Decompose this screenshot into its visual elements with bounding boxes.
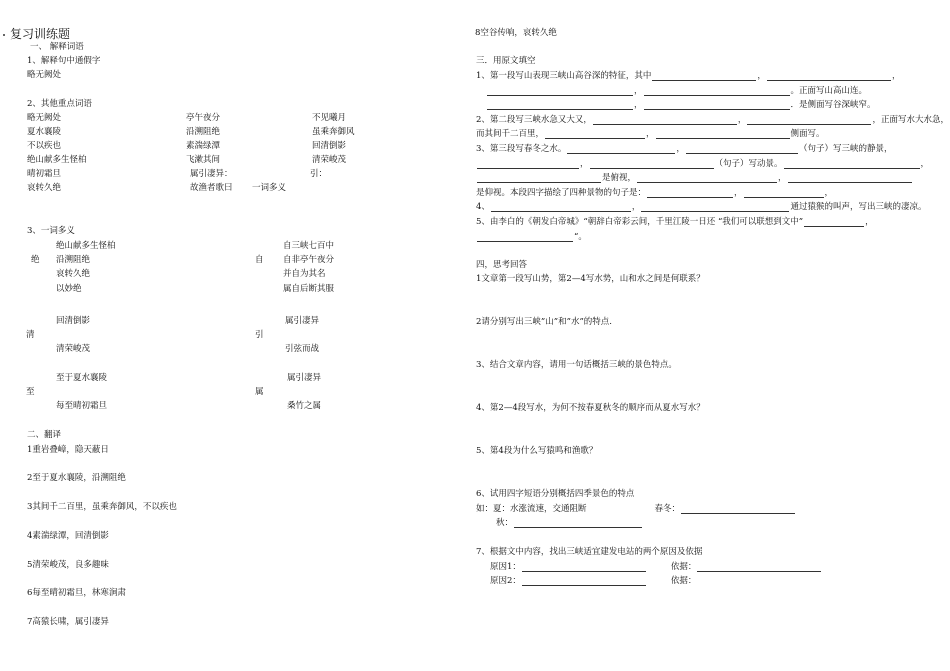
fill-q2-text-b: ，正面写水大水急， [872,115,949,125]
answer-blank[interactable] [522,584,646,586]
polysemy-item: 桑竹之属 [287,401,322,411]
answer-blank[interactable] [545,137,645,139]
answer-blank[interactable] [747,123,871,125]
word-cell: 不以疾也 [27,141,62,151]
q7-basis2-label: 依据： [670,576,697,586]
fill-q1-text-a: 1、第一段写山表现三峡山高谷深的特征，其中 [476,71,652,81]
fill-q1-text-b: 。正面写山高山连。 [790,86,868,96]
think-question: 1文章第一段写山势，第2—4写水势，山和水之间是何联系？ [476,274,705,284]
polysemy-item: 哀转久绝 [56,269,91,279]
answer-blank[interactable] [491,210,631,212]
word-cell: 故渔者歌曰 [190,183,233,193]
answer-blank[interactable] [477,240,573,242]
fill-q3-line4: 是仰视。本段四字描绘了四种景物的句子是： ， ， [476,188,834,198]
think-question: 6、试用四字短语分别概括四季景色的特点 [476,489,635,499]
fill-q5: 5、由李白的《朝发白帝城》“朝辞白帝彩云间，千里江陵一日还 “我们可以联想到文中” ， [476,217,874,227]
answer-blank[interactable] [804,225,864,227]
polysemy-char: 至 [26,387,35,397]
translation-item-8: 8空谷传响，哀转久绝 [475,28,557,38]
answer-blank[interactable] [641,210,789,212]
section1-sub1: 1、解释句中通假字 [27,56,101,66]
fill-q2-line2: 而其间千二百里， ， 侧面写。 [476,129,825,139]
q6-line2 [496,519,643,528]
answer-blank[interactable] [744,196,824,198]
polysemy-item: 清荣峻茂 [56,344,91,354]
answer-blank[interactable] [784,167,920,169]
word-cell: 夏水襄陵 [27,127,62,137]
polysemy-item: 属自后断其服 [283,284,335,294]
fill-q4: 4、 ， 通过猿猴的叫声，写出三峡的凄凉。 [476,202,927,212]
section4-heading: 四，思考回答 [476,260,528,270]
page-title: 复习训练题 [10,27,71,41]
translation-item: 7高猿长啸，属引凄异 [27,617,109,627]
answer-blank[interactable] [767,79,891,81]
polysemy-char: 清 [26,330,35,340]
word-cell: 属引凄异： [190,169,233,179]
answer-blank[interactable] [656,137,790,139]
fill-q3-text-b: （句子）写三峡的静景， [798,144,893,154]
polysemy-item: 属引凄异 [285,316,320,326]
polysemy-char: 引 [255,330,264,340]
translation-item: 2至于夏水襄陵，沿溯阻绝 [27,473,126,483]
translation-item: 6每至晴初霜旦，林寒涧肃 [27,588,126,598]
answer-blank[interactable] [644,94,790,96]
q7-reason1-label: 原因1： [490,562,521,572]
answer-blank[interactable] [697,570,821,572]
translation-item: 4素湍绿潭，回清倒影 [27,531,109,541]
answer-blank[interactable] [637,181,777,183]
think-question: 2请分别写出三峡”山”和”水”的特点. [476,317,612,327]
polysemy-item: 引弦而战 [285,344,320,354]
fill-q5-text-b: “。 [574,232,587,242]
answer-blank[interactable] [487,108,633,110]
fill-q4-num: 4、 [476,202,490,212]
answer-blank[interactable] [681,512,795,514]
word-cell: 虽乘奔御风 [312,127,355,137]
margin-dot [3,34,5,36]
think-question: 3、结合文章内容，请用一句话概括三峡的景色特点。 [476,360,677,370]
polysemy-item: 自非亭午夜分 [283,255,335,265]
q7-reason2-label: 原因2： [490,576,521,586]
answer-blank[interactable] [487,94,633,96]
answer-blank[interactable] [788,181,912,183]
polysemy-item: 以妙绝 [56,284,82,294]
fill-q3: 3、第三段写春冬之水。 ， （句子）写三峡的静景， [476,144,893,154]
word-cell: 亭午夜分 [186,113,221,123]
think-question: 5、第4段为什么写猿鸣和渔歌？ [476,446,598,456]
answer-blank[interactable] [477,181,601,183]
fill-q1-line2: ， 。正面写山高山连。 [486,87,867,96]
fill-q3-text-e: 是仰视。本段四字描绘了四种景物的句子是： [476,188,647,198]
fill-q2-text-c: 而其间千二百里， [476,129,545,139]
q6-autumn-label: 秋： [496,518,514,528]
q7-line1 [490,563,822,572]
answer-blank[interactable] [514,526,642,528]
section1-sub1-item: 略无阙处 [27,70,62,80]
fill-q5-text-a: 5、由李白的《朝发白帝城》“朝辞白帝彩云间，千里江陵一日还 “我们可以联想到文中” [476,217,804,227]
think-question: 4、第2—4段写水，为何不按春夏秋冬的顺序而从夏水写水？ [476,403,705,413]
answer-blank[interactable] [593,123,737,125]
fill-q3-text-a: 3、第三段写春冬之水。 [476,144,567,154]
section3-heading: 三．用原文填空 [476,56,536,66]
fill-q1-line3: ， ．是侧面写谷深峡窄。 [486,101,876,110]
q7-line2 [490,577,696,586]
word-cell: 一词多义 [252,183,287,193]
word-cell: 晴初霜旦 [27,169,62,179]
fill-q5-line2 [476,233,587,242]
word-cell: 回清倒影 [312,141,347,151]
q7-basis1-label: 依据： [670,562,697,572]
translation-item: 3其间千二百里，虽乘奔御风，不以疾也 [27,502,177,512]
word-cell: 飞漱其间 [186,155,221,165]
translation-item: 1重岩叠嶂，隐天蔽日 [27,445,109,455]
polysemy-item: 属引凄异 [287,373,322,383]
fill-q3-text-c: （句子）写动景。 [714,159,783,169]
word-cell: 哀转久绝 [27,183,62,193]
fill-q3-line2: ， （句子）写动景。 ， [476,160,929,169]
answer-blank[interactable] [647,196,733,198]
answer-blank[interactable] [477,167,579,169]
fill-q1-text-c: ．是侧面写谷深峡窄。 [790,100,876,110]
polysemy-char: 绝 [31,255,40,265]
polysemy-item: 并自为其名 [283,269,326,279]
polysemy-item: 自三峡七百中 [283,241,335,251]
fill-q2-text-d: 侧面写。 [790,129,825,139]
fill-q1: 1、第一段写山表现三峡山高谷深的特征，其中 ， ， [476,71,901,81]
fill-q4-text: 通过猿猴的叫声，写出三峡的凄凉。 [790,202,927,212]
word-cell: 引： [310,169,328,179]
section2-heading: 二、翻译 [27,430,62,440]
translation-item: 5清荣峻茂，良多趣味 [27,560,109,570]
answer-blank[interactable] [686,152,798,154]
fill-q3-line3: 是俯视， ， [476,174,913,183]
fill-q2: 2、第二段写三峡水急又大又， ， ，正面写水大水急， [476,115,949,125]
fill-q2-text-a: 2、第二段写三峡水急又大又， [476,115,592,125]
answer-blank[interactable] [652,79,756,81]
section1-sub3: 3、一词多义 [27,226,75,236]
answer-blank[interactable] [590,167,714,169]
q6-spring-label: 春冬： [654,504,681,514]
q7-text: 7、根据文中内容，找出三峡适宜建发电站的两个原因及依据 [476,547,703,557]
polysemy-item: 回清倒影 [56,316,91,326]
polysemy-item: 绝山献多生怪柏 [56,241,116,251]
word-cell: 不见曦月 [312,113,347,123]
section1-heading: 一、 解释词语 [30,42,84,52]
word-cell: 素湍绿潭 [186,141,221,151]
answer-blank[interactable] [644,108,790,110]
word-cell: 略无阙处 [27,113,62,123]
word-cell: 沿溯阻绝 [186,127,221,137]
q6-line1 [476,505,796,514]
q6-summer: 如：夏：水涨流速，交通阻断 [476,504,587,514]
answer-blank[interactable] [567,152,675,154]
polysemy-item: 至于夏水襄陵 [56,373,108,383]
fill-q3-text-d: 是俯视， [602,173,637,183]
word-cell: 绝山献多生怪柏 [27,155,87,165]
polysemy-item: 沿溯阻绝 [56,255,91,265]
word-cell: 清荣峻茂 [312,155,347,165]
section1-sub2: 2、其他重点词语 [27,99,92,109]
polysemy-char: 属 [255,387,264,397]
polysemy-item: 每至晴初霜旦 [56,401,108,411]
answer-blank[interactable] [522,570,646,572]
polysemy-char: 自 [255,255,264,265]
